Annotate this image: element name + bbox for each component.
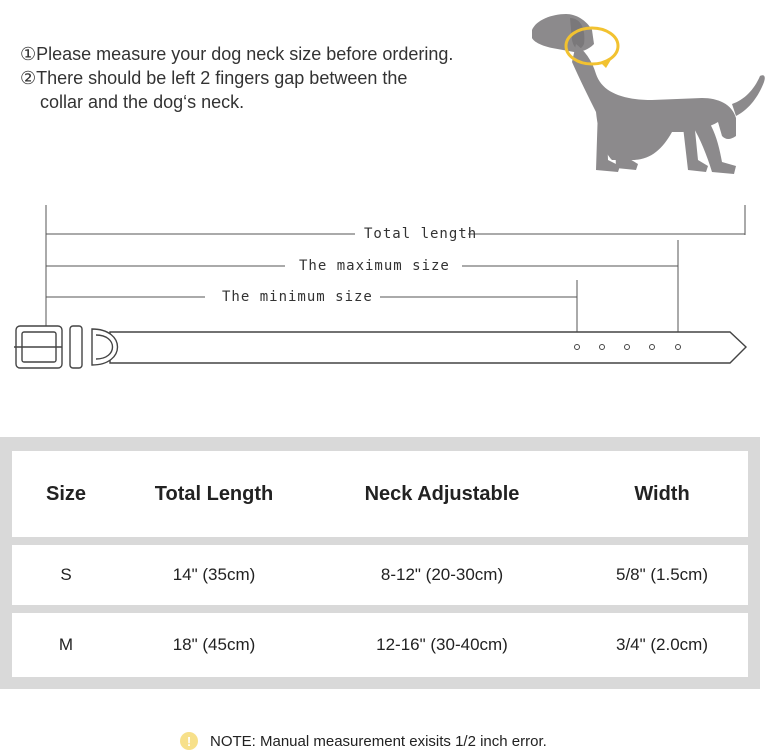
arrow-icon [600,58,612,68]
cell-size: S [60,565,72,584]
maximum-size-label: The maximum size [299,258,450,274]
total-length-label: Total length [364,226,478,242]
minimum-size-label: The minimum size [222,289,373,305]
table-row [12,613,748,677]
instructions [20,42,453,114]
note-text: NOTE: Manual measurement exisits 1/2 inch error. [210,732,547,750]
cell-width: 3/4" (2.0cm) [615,635,708,654]
instruction-line-1: ①Please measure your dog neck size before ordering. [20,44,454,64]
collar-diagram [0,195,768,385]
instruction-line-3: collar and the dog‘s neck. [40,92,245,112]
table-header-row [12,451,748,537]
table-row [12,545,748,605]
cell-width: 5/8" (1.5cm) [615,565,708,584]
collar-strap [14,326,746,368]
header-size: Size [45,482,87,505]
cell-neck-adjustable: 8-12" (20-30cm) [380,565,504,584]
size-table [0,437,760,689]
instruction-line-2: ②There should be left 2 fingers gap between the [20,68,408,88]
cell-neck-adjustable: 12-16" (30-40cm) [376,635,508,654]
header-total-length: Total Length [154,482,274,505]
cell-total-length: 18" (45cm) [172,635,256,654]
dog-illustration [522,0,768,180]
header-neck-adjustable: Neck Adjustable [364,482,520,505]
header-width: Width [634,482,690,505]
exclamation-icon: ! [180,732,198,750]
cell-size: M [58,635,74,654]
note [180,732,547,750]
cell-total-length: 14" (35cm) [172,565,256,584]
